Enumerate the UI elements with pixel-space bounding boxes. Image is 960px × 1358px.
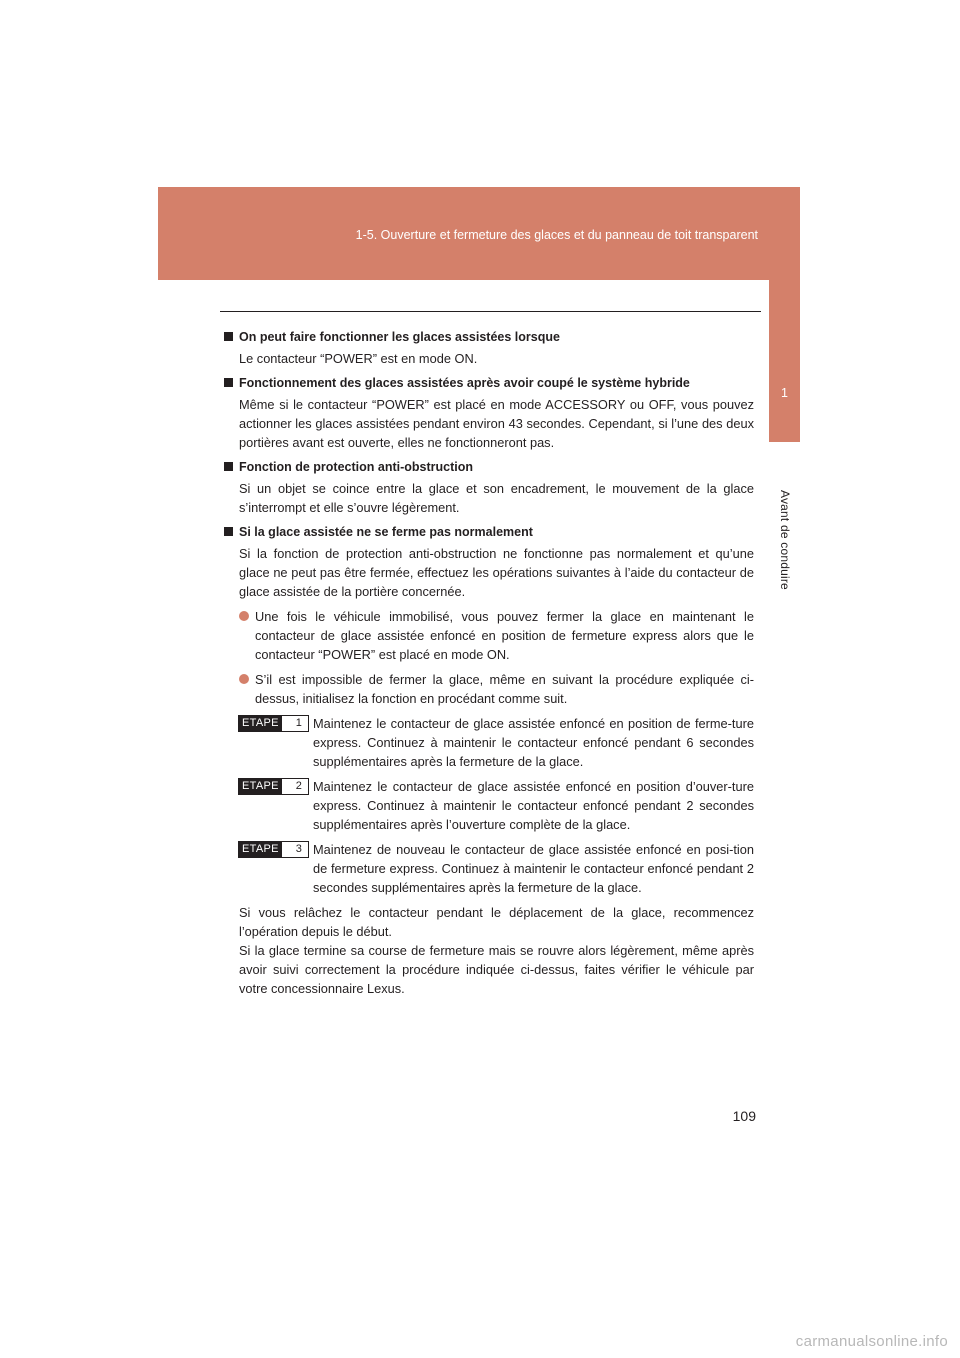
- square-bullet-icon: [224, 527, 233, 536]
- chapter-side-tab: [769, 280, 800, 442]
- chapter-title: 1-5. Ouverture et fermeture des glaces et du panneau de toit transparent: [355, 228, 758, 242]
- round-bullet-icon: [239, 611, 249, 621]
- procedure-step: ETAPE 3 Maintenez de nouveau le contacteur de glace assistée enfoncé en posi-tion de fermeture express. Continuez à maintenir le contacteur enfoncé pendant 2 secondes supplémentaires après la fermeture de la glace.: [224, 840, 754, 897]
- page-number: 109: [732, 1108, 756, 1124]
- list-item: Une fois le véhicule immobilisé, vous pouvez fermer la glace en maintenant le contacteur de glace assistée enfoncé en position de fermeture express alors que le contacteur “POWER” est placé en mode ON.: [224, 607, 754, 664]
- section-text: Si un objet se coince entre la glace et son encadrement, le mouvement de la glace s’interrompt et elle s’ouvre légèrement.: [239, 481, 754, 515]
- procedure-step: ETAPE 2 Maintenez le contacteur de glace assistée enfoncé en position d’ouver-ture express. Continuez à maintenir le contacteur enfoncé pendant 2 secondes supplémentaires après l’ouverture complète de la glace.: [224, 777, 754, 834]
- section-text: Même si le contacteur “POWER” est placé en mode ACCESSORY ou OFF, vous pouvez actionner les glaces assistées pendant environ 43 secondes. Cependant, si l’une des deux portières avant est ouverte, elles ne fonctionneront pas.: [239, 397, 754, 450]
- round-bullet-icon: [239, 674, 249, 684]
- step-badge: ETAPE 2: [238, 778, 309, 795]
- step-badge: ETAPE 1: [238, 715, 309, 732]
- square-bullet-icon: [224, 378, 233, 387]
- section-text: Le contacteur “POWER” est en mode ON.: [239, 351, 478, 366]
- chapter-number: 1: [781, 386, 788, 400]
- chapter-side-label: Avant de conduire: [778, 490, 792, 590]
- square-bullet-icon: [224, 332, 233, 341]
- procedure-step: ETAPE 1 Maintenez le contacteur de glace assistée enfoncé en position de ferme-ture express. Continuez à maintenir le contacteur enfoncé pendant 6 secondes supplémentaires après la fermeture de la glace.: [224, 714, 754, 771]
- section-heading: On peut faire fonctionner les glaces assistées lorsque: [224, 328, 754, 347]
- section-text: Si la fonction de protection anti-obstruction ne fonctionne pas normalement et qu’une glace ne peut pas être fermée, effectuez les opérations suivantes à l’aide du contacteur de glace assistée de la portière concernée.: [239, 546, 754, 599]
- closing-text: Si vous relâchez le contacteur pendant le déplacement de la glace, recommencez l’opération depuis le début. Si la glace termine sa course de fermeture mais se rouvre alors légèrement, même après avoir suivi correctement la procédure indiquée ci-dessus, faites vérifier le véhicule par votre concessionnaire Lexus.: [239, 905, 754, 996]
- list-item: S’il est impossible de fermer la glace, même en suivant la procédure expliquée ci-dessus, initialisez la fonction en procédant comme suit.: [224, 670, 754, 708]
- main-content: [224, 328, 754, 998]
- header-rule: [220, 311, 761, 312]
- section-heading: Si la glace assistée ne se ferme pas normalement: [224, 523, 754, 542]
- watermark: carmanualsonline.info: [795, 1333, 948, 1350]
- section-heading: Fonction de protection anti-obstruction: [224, 458, 754, 477]
- chapter-header-band: [158, 187, 800, 280]
- step-badge: ETAPE 3: [238, 841, 309, 858]
- section-heading: Fonctionnement des glaces assistées après avoir coupé le système hybride: [224, 374, 754, 393]
- square-bullet-icon: [224, 462, 233, 471]
